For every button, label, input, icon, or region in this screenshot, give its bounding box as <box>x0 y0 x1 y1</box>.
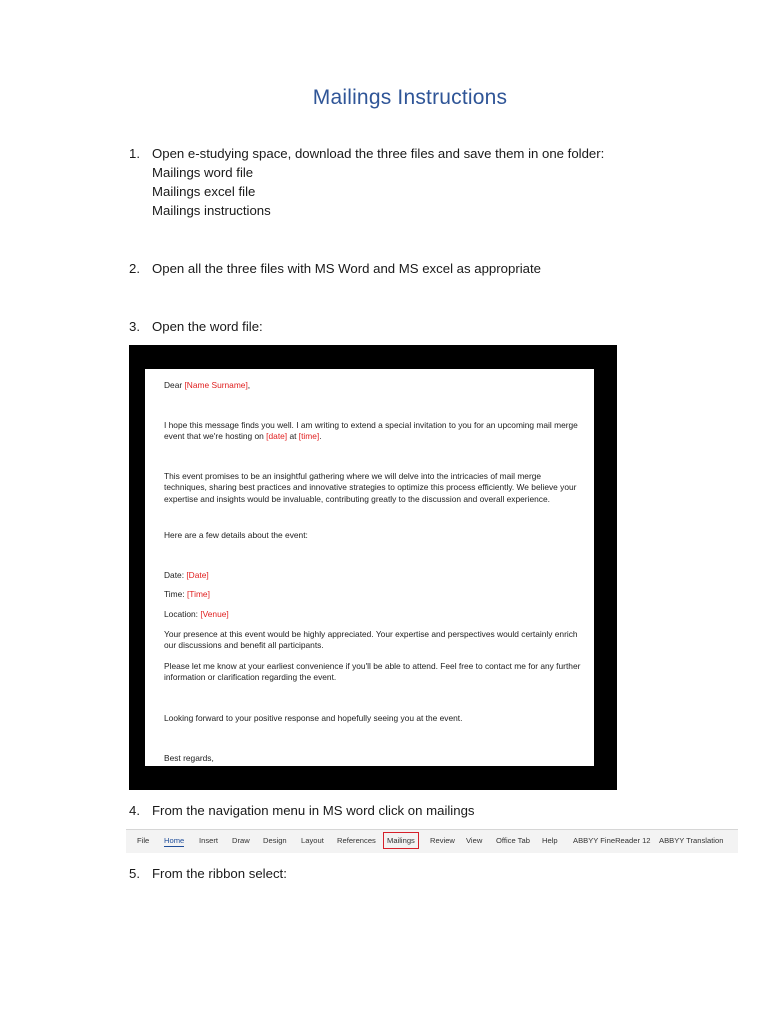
letter-closing: Best regards, <box>164 753 214 763</box>
step-number: 5. <box>129 866 140 881</box>
step-number: 3. <box>129 319 140 334</box>
merge-field-date: [date] <box>266 431 288 442</box>
file-item-instructions: Mailings instructions <box>152 203 271 218</box>
merge-field-time: [Time] <box>186 589 210 599</box>
tab-view[interactable]: View <box>466 836 483 845</box>
letter-paragraph-2: This event promises to be an insightful gathering where we will delve into the intricacies of mail merge techniques, sharing best practices and innovative strategies to optimize this process efficiently. We believe your expertise and insights would be invaluable, contributing greatly to the discussion and overall experience. <box>164 471 577 504</box>
tab-home[interactable]: Home <box>164 836 185 845</box>
tab-file[interactable]: File <box>137 836 150 845</box>
merge-field-date: [Date] <box>186 570 209 580</box>
step-text: From the ribbon select: <box>152 866 287 881</box>
step-5 <box>129 864 287 883</box>
step-text: From the navigation menu in MS word click on mailings <box>152 803 475 818</box>
step-number: 4. <box>129 803 140 818</box>
page-title: Mailings Instructions <box>312 86 508 109</box>
tab-mailings[interactable]: Mailings <box>387 836 415 845</box>
tab-abbyy-translation[interactable]: ABBYY Translation <box>659 836 724 845</box>
letter-paragraph-3: Here are a few details about the event: <box>164 530 308 540</box>
step-text: Open all the three files with MS Word and MS excel as appropriate <box>152 261 541 276</box>
salutation-text: Dear <box>164 380 185 390</box>
letter-time-line <box>164 589 582 600</box>
ribbon-menu-screenshot <box>126 829 738 853</box>
salutation-comma: , <box>247 380 251 390</box>
paragraph-text: . <box>319 431 322 442</box>
merge-field-name: [Name Surname] <box>184 380 248 390</box>
letter-paragraph-6: Looking forward to your positive response and hopefully seeing you at the event. <box>164 713 463 723</box>
step-1 <box>129 144 604 163</box>
letter-paragraph-1 <box>164 420 582 443</box>
file-item-word: Mailings word file <box>152 165 254 180</box>
tab-abbyy-finereader[interactable]: ABBYY FineReader 12 <box>573 836 651 845</box>
letter-paragraph-5: Please let me know at your earliest convenience if you'll be able to attend. Feel free to contact me for any further information or clarification regarding the event. <box>164 661 581 683</box>
location-label: Location: <box>164 609 201 619</box>
file-item-excel: Mailings excel file <box>152 184 256 199</box>
tab-insert[interactable]: Insert <box>199 836 218 845</box>
letter-location-line <box>164 609 582 620</box>
step-number: 1. <box>129 146 140 161</box>
paragraph-text: I hope this message finds you well. I am writing to extend a special invitation to you for an upcoming mail merge event that we're hosting on <box>164 420 578 442</box>
tab-office-tab[interactable]: Office Tab <box>496 836 530 845</box>
step-text: Open e-studying space, download the three files and save them in one folder: <box>152 146 605 161</box>
merge-field-time: [time] <box>298 431 320 442</box>
step-3 <box>129 317 263 336</box>
tab-references[interactable]: References <box>337 836 376 845</box>
date-label: Date: <box>164 570 187 580</box>
tab-help[interactable]: Help <box>542 836 558 845</box>
letter-paragraph-4: Your presence at this event would be highly appreciated. Your expertise and perspectives would certainly enrich our discussions and benefit all participants. <box>164 629 578 651</box>
tab-review[interactable]: Review <box>430 836 455 845</box>
step-2 <box>129 259 541 278</box>
tab-layout[interactable]: Layout <box>301 836 324 845</box>
step-number: 2. <box>129 261 140 276</box>
letter-page <box>145 369 594 766</box>
paragraph-text: at <box>287 431 299 442</box>
letter-date-line <box>164 570 582 581</box>
merge-field-venue: [Venue] <box>200 609 229 619</box>
tab-design[interactable]: Design <box>263 836 287 845</box>
step-4 <box>129 801 475 820</box>
letter-salutation <box>164 380 582 391</box>
step-text: Open the word file: <box>152 319 263 334</box>
time-label: Time: <box>164 589 187 599</box>
letter-screenshot <box>129 345 617 790</box>
tab-draw[interactable]: Draw <box>232 836 250 845</box>
